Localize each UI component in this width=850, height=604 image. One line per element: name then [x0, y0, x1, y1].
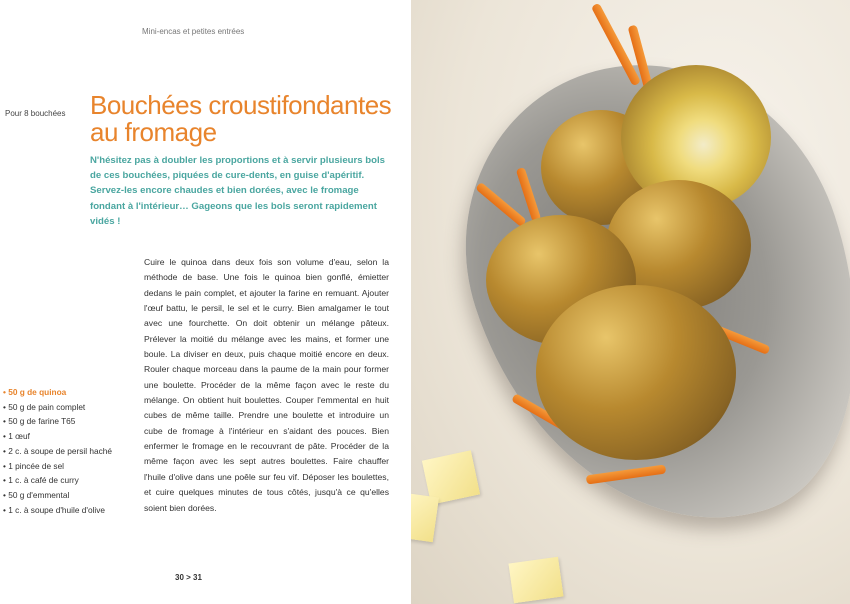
- ingredient-item: • 1 c. à soupe d'huile d'olive: [3, 504, 106, 515]
- ingredient-item: • 50 g d'emmental: [3, 489, 70, 500]
- recipe-title: Bouchées croustifondantes au fromage: [90, 90, 392, 147]
- quinoa-ball: [536, 285, 736, 460]
- ingredient-item: • 1 pincée de sel: [3, 460, 65, 471]
- cheese-cube: [411, 493, 439, 542]
- food-photo: [411, 0, 850, 604]
- section-header: Mini-encas et petites entrées: [142, 27, 245, 36]
- recipe-method: Cuire le quinoa dans deux fois son volume d'eau, selon la méthode de base. Une fois le quinoa bien gonflé, émietter dedans le pain complet, et ajouter la farine en remuant. Ajouter l'œuf battu, le persil, le sel et le curry. Bien amalgamer le tout avec une fourchette. On doit obtenir un mélange pâteux. Prélever la moitié du mélange avec les mains, et former une boule. La diviser en deux, puis chaque moitié encore en deux. Rouler chaque morceau dans la paume de la main pour former une boulette. Procéder de la même façon avec le reste du mélange. On obtient huit boulettes. Couper l'emmental en huit cubes de même taille. Prendre une boulette et introduire un cube de fromage à l'intérieur en s'aidant des pouces. Bien enfermer le fromage en le recouvrant de pâte. Procéder de la même façon avec les sept autres boulettes. Faire chauffer l'huile d'olive dans une poêle sur feu vif. Déposer les boulettes, et cuire quelques minutes de tous côtés, jusqu'à ce qu'elles soient bien dorées.: [144, 257, 389, 513]
- recipe-intro: N'hésitez pas à doubler les proportions et à servir plusieurs bols de ces bouchées, piquées de cure-dents, en guise d'apéritif. Servez-les encore chaudes et bien dorées, avec le fromage fondant à l'intérieur… Gageons que les bols seront rapidement vidés !: [90, 155, 385, 227]
- ingredient-item: • 50 g de farine T65: [3, 416, 76, 427]
- cheese-cube: [508, 557, 563, 604]
- serving-info: Pour 8 bouchées: [5, 109, 66, 118]
- ingredient-item: • 1 c. à café de curry: [3, 475, 79, 486]
- ingredient-item: • 1 œuf: [3, 431, 30, 442]
- ingredient-item: • 2 c. à soupe de persil haché: [3, 445, 112, 456]
- ingredient-item: • 50 g de pain complet: [3, 401, 86, 412]
- ingredient-list: [3, 385, 112, 517]
- page-numbers: 30 > 31: [175, 573, 202, 582]
- left-page: [0, 0, 411, 604]
- ingredient-item: • 50 g de quinoa: [3, 387, 67, 397]
